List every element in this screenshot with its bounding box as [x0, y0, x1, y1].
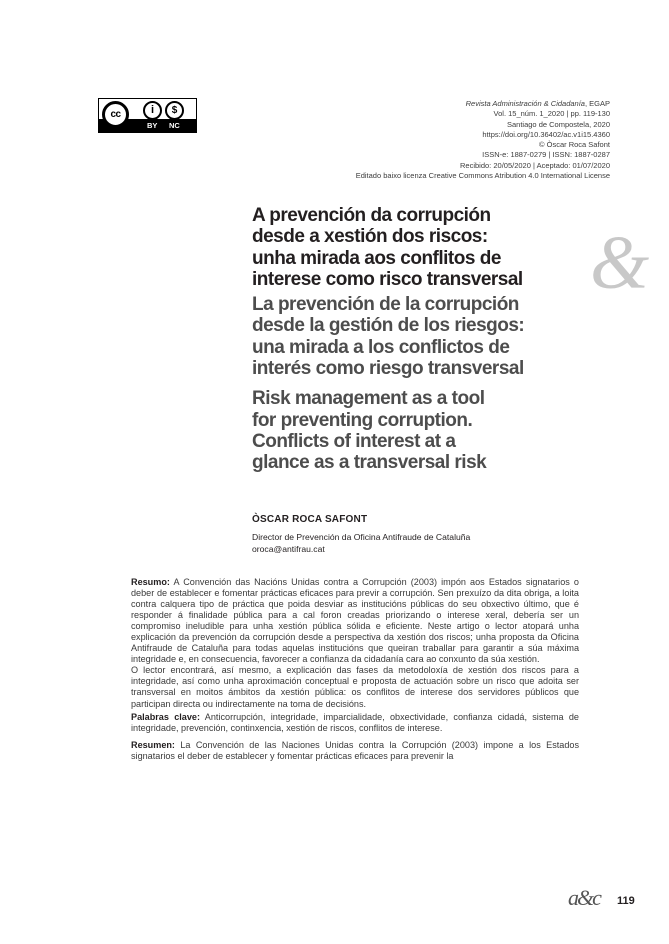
author-role: Director de Prevención da Oficina Antifraude de Cataluña: [252, 532, 471, 542]
cc-nc-label: NC: [169, 121, 180, 130]
copyright-line: © Òscar Roca Safont: [539, 140, 610, 150]
author-name: ÒSCAR ROCA SAFONT: [252, 514, 368, 525]
ampersand-decoration-icon: &: [590, 221, 650, 305]
journal-logo-icon: a&c: [568, 885, 600, 910]
page-number: 119: [617, 895, 635, 907]
resumo-paragraph-2: O lector encontrará, así mesmo, a explicación das fases da metodoloxía de xestión dos riscos para a integridade, así como unha aproximación conceptual e proposta de actuación sobre un risco que adoita ser transversal en moitos ámbitos da xestión pública: os conflitos de interese dos servidores públicos que participan directa ou indirectamente na toma de decisións.: [131, 665, 579, 709]
resumo-paragraph: [131, 577, 579, 665]
title-line: Risk management as a tool: [252, 388, 485, 410]
title-line: for preventing corruption.: [252, 409, 473, 431]
dates-line: Recibido: 20/05/2020 | Aceptado: 01/07/2020: [460, 160, 610, 170]
keywords-text: Anticorrupción, integridade, imparcialidade, obxectividade, confianza cidadá, sistema de integridade, prevención, continxencia, xestión de riscos, conflitos de interese.: [131, 711, 579, 733]
resumo-text: A Convención das Nacións Unidas contra a Corrupción (2003) impón aos Estados signatarios o deber de establecer e fomentar prácticas eficaces para previr a corrupción. Sen prexuízo da dita obriga, a loita contra calquera tipo de práctica que poida desviar as institucións públicas do seu obxectivo último, que é responder á finalidade pública para a cal foron creadas priorizando o interese xeral, debería ser un compromiso ineludible para unha xestión pública sólida e eficiente. Neste artigo o lector atopará unha explicación da prevención da corrupción desde a perspectiva da xestión dos riscos; unha proposta da Oficina Antifraude de Cataluña para todas aquelas institucións que queiran traballar para garantir a súa máxima integridade e, en consecuencia, favorecer a confianza da cidadanía cara ao conxunto da súa xestión.: [131, 577, 579, 665]
title-line: desde la gestión de los riesgos:: [252, 315, 525, 337]
cc-icon: cc: [102, 101, 129, 128]
cc-license-badge: [98, 98, 197, 133]
publisher: , EGAP: [584, 99, 610, 108]
title-line: Conflicts of interest at a: [252, 430, 456, 452]
keywords-label: Palabras clave:: [131, 711, 200, 722]
license-line: Editado baixo licenza Creative Commons Atribution 4.0 International License: [355, 171, 610, 181]
resumen-text: La Convención de las Naciones Unidas contra la Corrupción (2003) impone a los Estados signatarios el deber de establecer y fomentar prácticas eficaces para prevenir la: [131, 739, 579, 761]
publication-meta: [270, 99, 610, 181]
resumen-paragraph: [131, 740, 579, 762]
title-english: [252, 388, 582, 473]
title-line: interese como risco transversal: [252, 268, 523, 290]
cc-by-label: BY: [147, 121, 158, 130]
article-titles: [252, 205, 582, 474]
attribution-icon: i: [143, 101, 162, 120]
title-line: desde a xestión dos riscos:: [252, 226, 488, 248]
doi-link[interactable]: https://doi.org/10.36402/ac.v1i15.4360: [482, 129, 610, 139]
title-line: interés como riesgo transversal: [252, 358, 524, 380]
issn-line: ISSN-e: 1887-0279 | ISSN: 1887-0287: [482, 150, 610, 160]
author-block: [252, 514, 470, 554]
author-email[interactable]: oroca@antifrau.cat: [252, 544, 325, 554]
abstract: [131, 577, 579, 762]
resumo-label: Resumo:: [131, 577, 170, 587]
title-line: unha mirada aos conflitos de: [252, 247, 501, 269]
title-spanish: [252, 294, 582, 379]
journal-name: Revista Administración & Cidadanía: [465, 99, 585, 108]
place-line: Santiago de Compostela, 2020: [507, 119, 610, 129]
non-commercial-icon: $: [165, 101, 184, 120]
title-line: A prevención da corrupción: [252, 205, 491, 226]
title-line: La prevención de la corrupción: [252, 294, 519, 316]
resumen-label: Resumen:: [131, 739, 175, 750]
title-line: glance as a transversal risk: [252, 452, 487, 474]
title-line: una mirada a los conflictos de: [252, 336, 510, 358]
title-galician: [252, 205, 582, 290]
keywords-paragraph: [131, 712, 579, 734]
volume-line: Vol. 15_núm. 1_2020 | pp. 119-130: [493, 109, 610, 119]
journal-line: [270, 99, 610, 109]
